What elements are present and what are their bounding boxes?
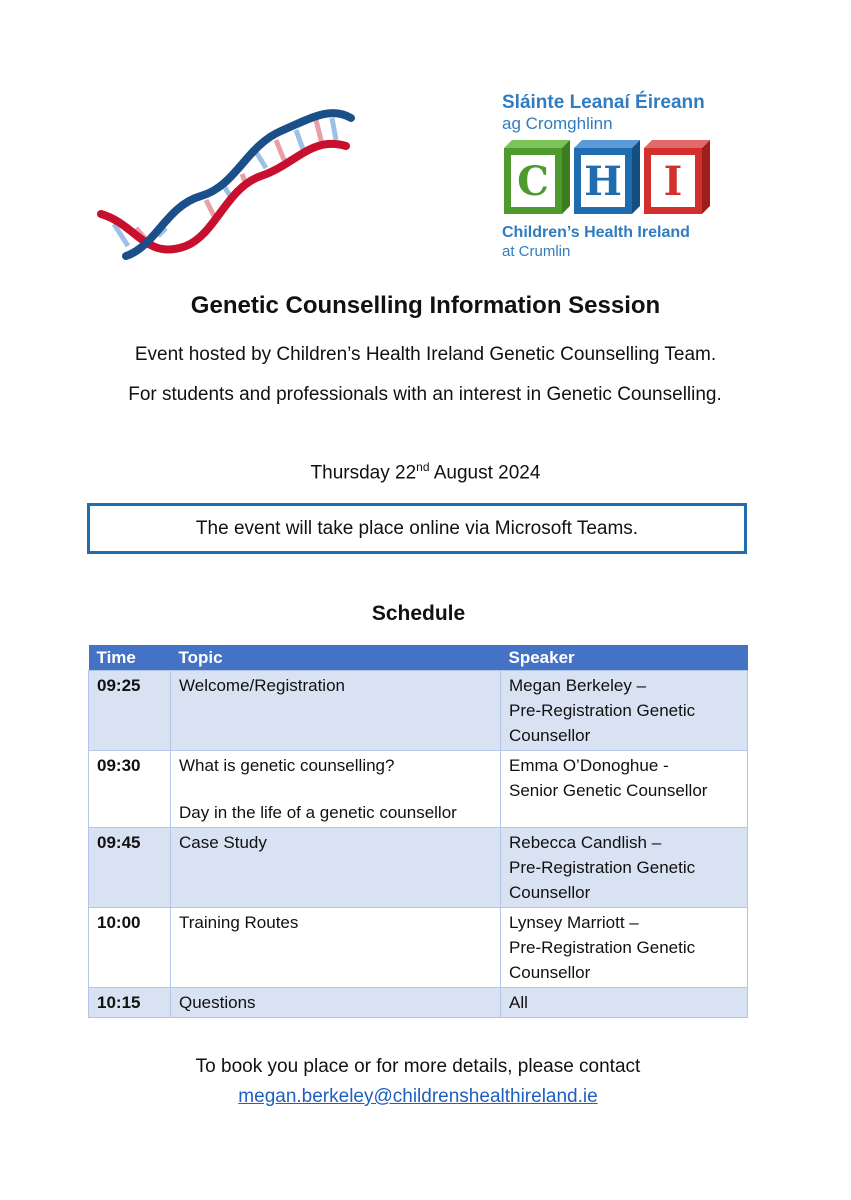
block-i — [644, 140, 710, 214]
column-header-time: Time — [89, 645, 171, 671]
speaker-name: Emma O’Donoghue - — [509, 756, 669, 775]
topic-text: What is genetic counselling? — [179, 756, 395, 775]
row-topic — [171, 908, 501, 988]
table-row — [89, 908, 748, 988]
speaker-role: Pre-Registration Genetic Counsellor — [509, 858, 696, 902]
speaker-name: All — [509, 993, 528, 1012]
row-topic — [171, 988, 501, 1018]
dna-base-pair — [206, 200, 214, 216]
online-notice-text: The event will take place online via Microsoft Teams. — [195, 517, 639, 539]
dna-base-pair — [256, 152, 266, 168]
topic-text: Training Routes — [179, 913, 299, 932]
dna-base-pair — [316, 120, 322, 144]
speaker-name: Rebecca Candlish – — [509, 833, 662, 852]
speaker-name: Lynsey Marriott – — [509, 913, 639, 932]
dna-base-pair — [332, 118, 336, 140]
audience-line: For students and professionals with an interest in Genetic Counselling. — [128, 384, 722, 405]
row-speaker — [501, 671, 748, 751]
table-row — [89, 988, 748, 1018]
logo-english-location: at Crumlin — [502, 243, 571, 260]
dna-helix-icon — [96, 96, 358, 266]
schedule-table — [88, 645, 748, 1018]
row-topic — [171, 671, 501, 751]
contact-text: To book you place or for more details, please contact — [195, 1056, 641, 1077]
row-topic — [171, 828, 501, 908]
topic-text: Questions — [179, 993, 256, 1012]
table-row — [89, 828, 748, 908]
table-row — [89, 671, 748, 751]
logo-irish-name: Sláinte Leanaí Éireann — [502, 92, 705, 113]
speaker-role: Pre-Registration Genetic Counsellor — [509, 701, 696, 745]
speaker-role: Senior Genetic Counsellor — [509, 781, 708, 800]
date-rest: August 2024 — [429, 462, 541, 484]
table-row — [89, 751, 748, 828]
chi-logo — [500, 92, 730, 267]
row-time: 10:15 — [89, 988, 171, 1018]
online-notice-box — [87, 503, 747, 554]
host-line: Event hosted by Children’s Health Ireland Genetic Counselling Team. — [134, 344, 717, 365]
row-time: 10:00 — [89, 908, 171, 988]
row-speaker — [501, 988, 748, 1018]
row-speaker — [501, 828, 748, 908]
topic-text-secondary: Day in the life of a genetic counsellor — [179, 803, 457, 822]
block-c — [504, 140, 570, 214]
speaker-role: Pre-Registration Genetic Counsellor — [509, 938, 696, 982]
event-date — [0, 452, 851, 488]
dna-base-pair — [276, 140, 284, 160]
row-time: 09:30 — [89, 751, 171, 828]
topic-text: Case Study — [179, 833, 267, 852]
speaker-name: Megan Berkeley – — [509, 676, 647, 695]
logo-irish-location: ag Cromghlinn — [502, 114, 613, 133]
chi-blocks-logo — [500, 140, 718, 216]
contact-section — [0, 1052, 836, 1112]
row-speaker — [501, 751, 748, 828]
page-title: Genetic Counselling Information Session — [190, 292, 661, 319]
logo-english-name: Children’s Health Ireland — [502, 224, 690, 241]
block-h — [574, 140, 640, 214]
row-time: 09:25 — [89, 671, 171, 751]
row-topic — [171, 751, 501, 828]
schedule-heading: Schedule — [371, 602, 466, 625]
block-i-letter: I — [663, 158, 683, 205]
row-speaker — [501, 908, 748, 988]
block-c-letter: C — [517, 158, 549, 205]
row-time: 09:45 — [89, 828, 171, 908]
contact-email-link[interactable]: megan.berkeley@childrenshealthireland.ie — [238, 1086, 598, 1107]
date-prefix: Thursday 22 — [310, 462, 417, 484]
date-suffix: nd — [416, 460, 430, 474]
topic-text: Welcome/Registration — [179, 676, 345, 695]
column-header-speaker: Speaker — [501, 645, 748, 671]
block-h-letter: H — [584, 158, 622, 205]
schedule-header-row — [89, 645, 748, 671]
column-header-topic: Topic — [171, 645, 501, 671]
